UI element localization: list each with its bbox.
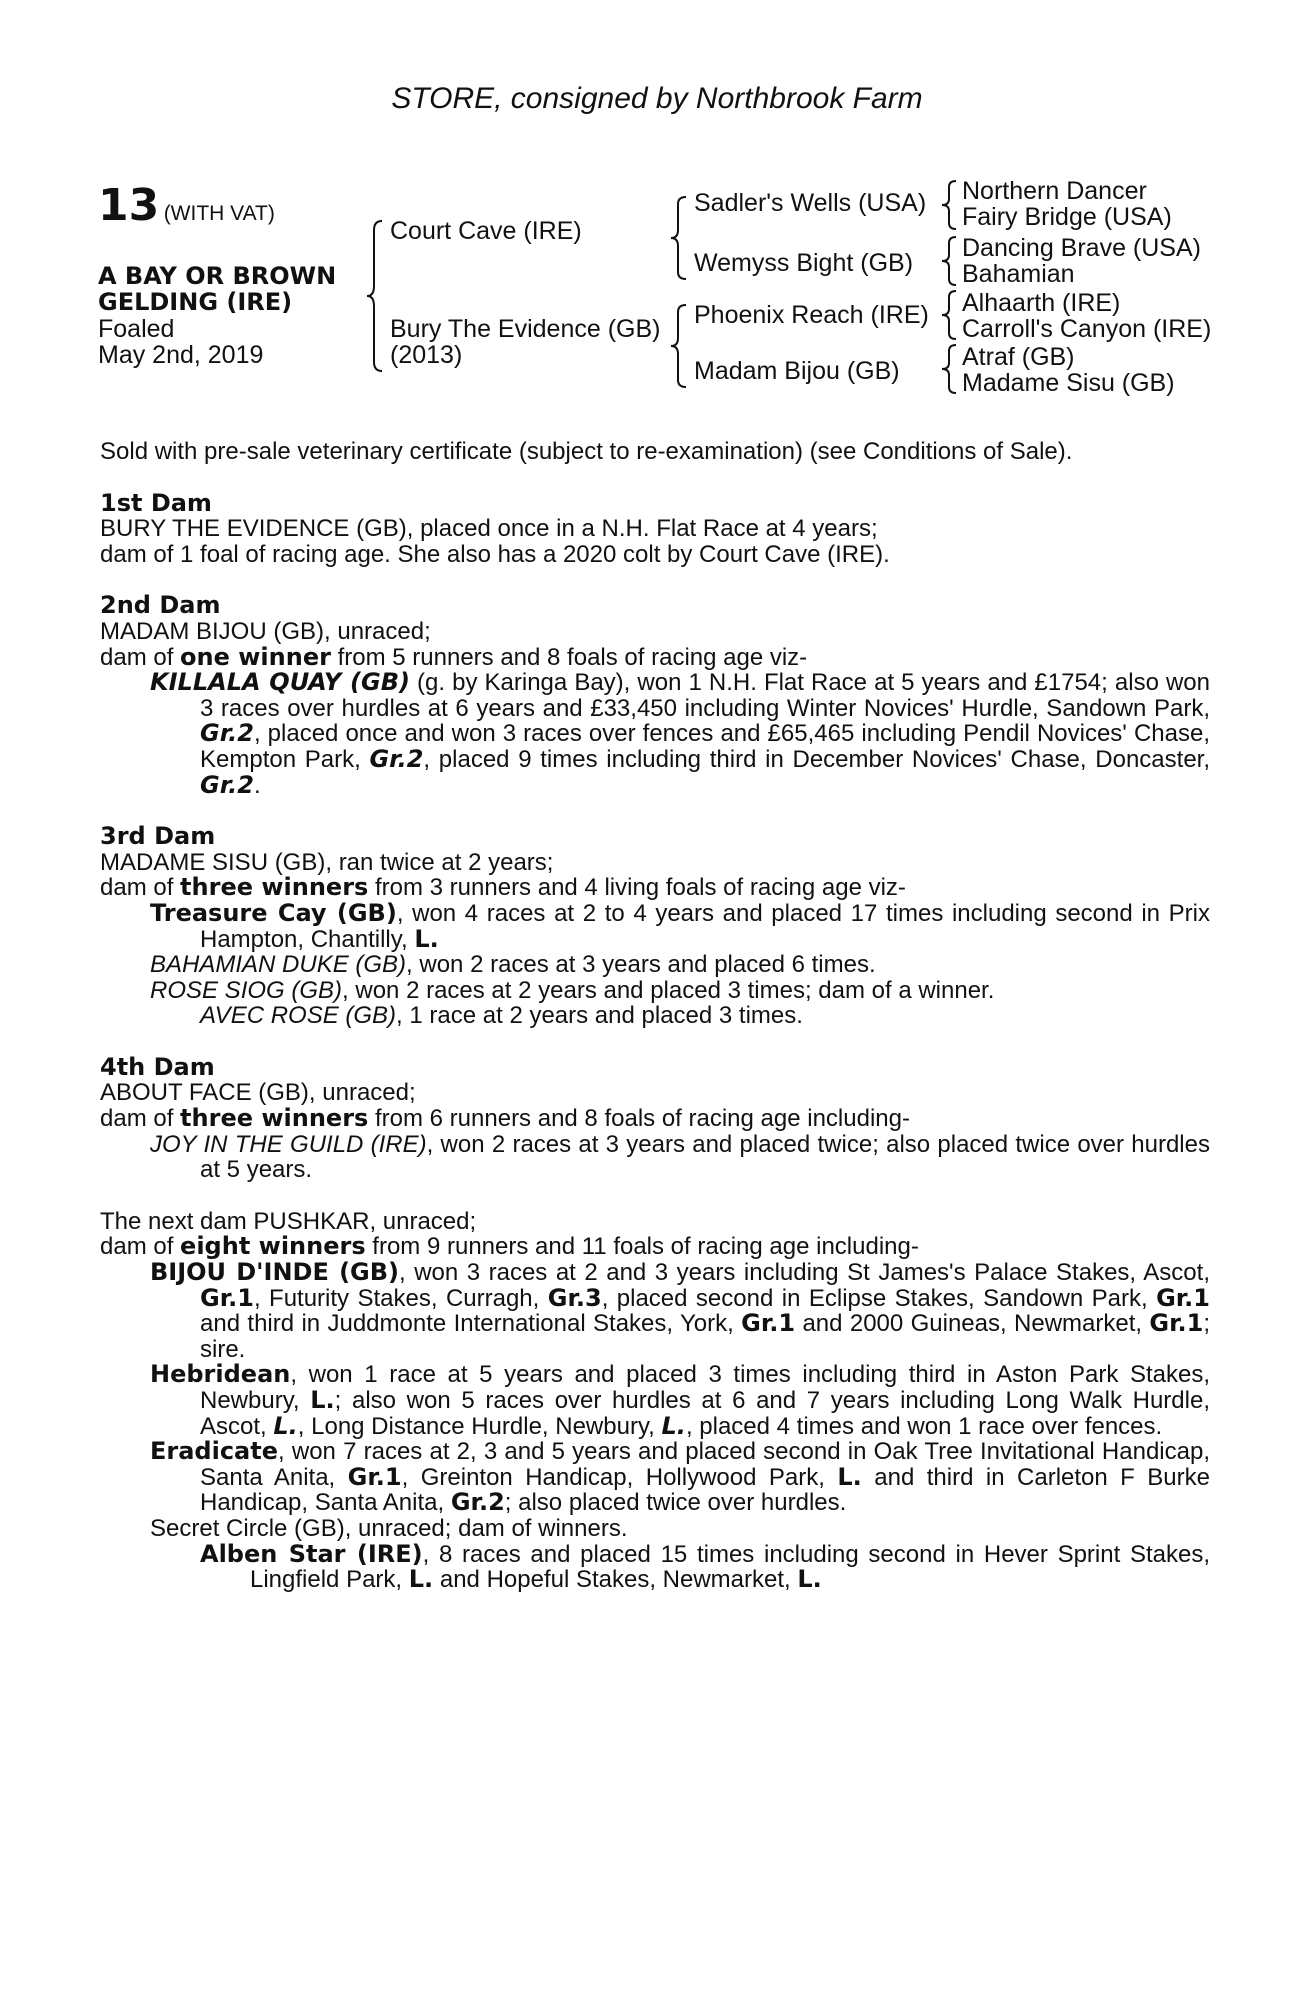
winner-count: one winner xyxy=(180,642,331,671)
fourth-dam-dam-of xyxy=(100,1106,1210,1132)
race-grade: L. xyxy=(837,1462,862,1491)
dam-of-text: from 9 runners and 11 foals of racing age including- xyxy=(365,1233,919,1261)
fourth-dam-heading: 4th Dam xyxy=(100,1052,215,1081)
pedigree-ss-sire: Northern Dancer xyxy=(962,177,1147,205)
entry-text: , won 2 races at 3 years and placed twice; also placed twice over hurdles at 5 years. xyxy=(200,1130,1210,1184)
pedigree-ss-dam: Fairy Bridge (USA) xyxy=(962,203,1172,231)
horse-name: JOY IN THE GUILD (IRE) xyxy=(150,1130,427,1158)
third-dam-entry-3 xyxy=(100,978,1210,1004)
lot-number-line xyxy=(98,180,275,231)
pedigree-brace-dd xyxy=(940,344,960,394)
entry-text: , Greinton Handicap, Hollywood Park, xyxy=(401,1463,838,1491)
dam-of-text: dam of xyxy=(100,874,181,902)
entry-text: . xyxy=(253,771,261,799)
pedigree-dam-dam: Madam Bijou (GB) xyxy=(694,357,900,385)
pedigree-brace-ss xyxy=(940,180,960,230)
pedigree-brace-sire xyxy=(670,196,690,280)
entry-text: and Hopeful Stakes, Newmarket, xyxy=(433,1566,798,1594)
entry-text: ; also placed twice over hurdles. xyxy=(504,1489,847,1517)
first-dam-heading: 1st Dam xyxy=(100,488,212,517)
dam-of-text: dam of xyxy=(100,643,181,671)
third-dam-entry-2 xyxy=(100,952,1210,978)
dam-of-text: from 5 runners and 8 foals of racing age viz- xyxy=(330,643,808,671)
race-grade: Gr.1 xyxy=(741,1309,796,1338)
pedigree-dd-dam: Madame Sisu (GB) xyxy=(962,369,1175,397)
entry-text: , won 7 races at 2, 3 and 5 years and placed second in Oak Tree Invitational Handicap, Santa Anita, xyxy=(200,1438,1210,1491)
horse-name: Eradicate xyxy=(150,1437,279,1466)
lot-description-1: A BAY OR BROWN xyxy=(98,262,337,290)
dam-of-text: from 3 runners and 4 living foals of racing age viz- xyxy=(368,874,906,902)
vet-note: Sold with pre-sale veterinary certificate (subject to re-examination) (see Conditions of Sale). xyxy=(100,438,1073,465)
entry-text: , won 1 race at 5 years and placed 3 times including third in Aston Park Stakes, Newbury, xyxy=(200,1361,1210,1414)
entry-text: and third in Juddmonte International Stakes, York, xyxy=(200,1310,742,1338)
entry-text: , won 4 races at 2 to 4 years and placed 17 times including second in Prix Hampton, Chantilly, xyxy=(200,899,1210,953)
pedigree-ds-sire: Alhaarth (IRE) xyxy=(962,289,1121,317)
entry-text: (g. by Karinga Bay), won 1 N.H. Flat Race at 5 years and £1754; also won 3 races over hurdles at 6 years and £33,450 including Winter Novices' Hurdle, Sandown Park, xyxy=(200,669,1210,722)
horse-name: KILLALA QUAY (GB) xyxy=(150,668,410,697)
pedigree-dd-sire: Atraf (GB) xyxy=(962,343,1075,371)
winner-count: three winners xyxy=(180,1104,369,1133)
pedigree-brace-main xyxy=(366,220,386,372)
foaled-date: May 2nd, 2019 xyxy=(98,341,264,369)
entry-text: , won 2 races at 2 years and placed 3 times; dam of a winner. xyxy=(342,976,995,1004)
pedigree-sd-sire: Dancing Brave (USA) xyxy=(962,234,1201,262)
pedigree-brace-dam xyxy=(670,304,690,388)
lot-description-2: GELDING (IRE) xyxy=(98,288,293,316)
entry-text: and 2000 Guineas, Newmarket, xyxy=(795,1310,1150,1338)
entry-text: , Long Distance Hurdle, Newbury, xyxy=(297,1412,662,1440)
pedigree-dam-1: Bury The Evidence (GB) xyxy=(390,315,661,343)
fourth-dam-line-1: ABOUT FACE (GB), unraced; xyxy=(100,1079,416,1107)
race-grade: L. xyxy=(310,1386,335,1414)
next-dam-entry-5 xyxy=(100,1539,1210,1594)
entry-text: , Futurity Stakes, Curragh, xyxy=(253,1284,548,1312)
second-dam-dam-of xyxy=(100,642,1210,671)
third-dam-line-1: MADAME SISU (GB), ran twice at 2 years; xyxy=(100,848,554,876)
pedigree-dam-2: (2013) xyxy=(390,341,463,369)
race-grade: Gr.1 xyxy=(200,1283,254,1312)
next-dam-entry-2 xyxy=(100,1362,1210,1439)
second-dam-line-1: MADAM BIJOU (GB), unraced; xyxy=(100,617,431,645)
third-dam-dam-of xyxy=(100,875,1210,901)
pedigree-ds-dam: Carroll's Canyon (IRE) xyxy=(962,315,1212,343)
second-dam-section xyxy=(100,593,1210,798)
race-grade: L. xyxy=(797,1565,822,1594)
third-dam-entry-1 xyxy=(100,898,1210,953)
winner-count: three winners xyxy=(180,873,369,902)
entry-text: ; also won 5 races over hurdles at 6 and 7 years including Long Walk Hurdle, Ascot, xyxy=(200,1387,1210,1440)
race-grade: Gr.2 xyxy=(200,719,254,748)
third-dam-entry-4 xyxy=(100,1003,1210,1029)
page-title: STORE, consigned by Northbrook Farm xyxy=(391,82,923,115)
horse-name: ROSE SIOG (GB) xyxy=(150,976,343,1004)
race-grade: Gr.1 xyxy=(1149,1309,1204,1338)
entry-text: , placed once and won 3 races over fences and £65,465 including Pendil Novices' Chase, Kempton Park, xyxy=(200,720,1210,773)
next-dam-line-1: The next dam PUSHKAR, unraced; xyxy=(100,1207,477,1235)
next-dam-dam-of xyxy=(100,1234,1210,1260)
horse-name: BAHAMIAN DUKE (GB) xyxy=(150,951,407,979)
foaled-label: Foaled xyxy=(98,315,175,343)
first-dam-line-2: dam of 1 foal of racing age. She also has a 2020 colt by Court Cave (IRE). xyxy=(100,540,890,568)
winner-count: eight winners xyxy=(180,1232,366,1261)
horse-name: Hebridean xyxy=(150,1360,291,1389)
entry-text: , won 2 races at 3 years and placed 6 times. xyxy=(406,951,876,979)
pedigree-dam-sire: Phoenix Reach (IRE) xyxy=(694,301,929,329)
entry-text: , placed 4 times and won 1 race over fences. xyxy=(685,1412,1163,1440)
horse-name: Alben Star (IRE) xyxy=(200,1539,423,1568)
entry-text: , won 3 races at 2 and 3 years including St James's Palace Stakes, Ascot, xyxy=(399,1259,1210,1287)
dam-of-text: dam of xyxy=(100,1233,181,1261)
dam-of-text: dam of xyxy=(100,1105,181,1133)
pedigree-sd-dam: Bahamian xyxy=(962,260,1075,288)
next-dam-section xyxy=(100,1209,1210,1593)
next-dam-entry-4: Secret Circle (GB), unraced; dam of winners. xyxy=(150,1514,628,1542)
entry-text: , placed second in Eclipse Stakes, Sandown Park, xyxy=(601,1284,1157,1312)
pedigree-sire-sire: Sadler's Wells (USA) xyxy=(694,189,927,217)
race-grade: Gr.3 xyxy=(547,1283,602,1312)
pedigree-brace-sd xyxy=(940,236,960,286)
race-grade: Gr.1 xyxy=(1156,1283,1210,1312)
entry-text: , 8 races and placed 15 times including second in Hever Sprint Stakes, Lingfield Park, xyxy=(250,1540,1210,1594)
lot-vat: (WITH VAT) xyxy=(163,202,275,225)
next-dam-entry-3 xyxy=(100,1439,1210,1516)
first-dam-line-1: BURY THE EVIDENCE (GB), placed once in a N.H. Flat Race at 4 years; xyxy=(100,515,878,543)
race-grade: L. xyxy=(273,1411,298,1440)
entry-text: , 1 race at 2 years and placed 3 times. xyxy=(396,1002,803,1030)
next-dam-entry-1 xyxy=(100,1260,1210,1362)
race-grade: Gr.2 xyxy=(200,770,254,799)
first-dam-section xyxy=(100,488,1210,568)
entry-text: and third in Carleton F Burke Handicap, Santa Anita, xyxy=(200,1463,1210,1517)
horse-name: BIJOU D'INDE (GB) xyxy=(150,1258,399,1287)
lot-number: 13 xyxy=(98,180,160,231)
horse-name: AVEC ROSE (GB) xyxy=(200,1002,397,1030)
pedigree-sire: Court Cave (IRE) xyxy=(390,217,582,245)
pedigree-brace-ds xyxy=(940,290,960,340)
race-grade: Gr.2 xyxy=(450,1488,505,1517)
race-grade: L. xyxy=(414,924,439,953)
horse-name: Treasure Cay (GB) xyxy=(150,898,397,927)
third-dam-heading: 3rd Dam xyxy=(100,822,216,851)
race-grade: Gr.1 xyxy=(347,1462,402,1491)
race-grade: L. xyxy=(408,1565,434,1594)
dam-of-text: from 6 runners and 8 foals of racing age including- xyxy=(368,1105,910,1133)
race-grade: Gr.2 xyxy=(369,744,424,773)
pedigree-sire-dam: Wemyss Bight (GB) xyxy=(694,249,914,277)
entry-text: ; sire. xyxy=(200,1310,1210,1363)
race-grade: L. xyxy=(661,1411,686,1440)
fourth-dam-section xyxy=(100,1052,1210,1184)
entry-text: , placed 9 times including third in December Novices' Chase, Doncaster, xyxy=(423,745,1210,773)
third-dam-section xyxy=(100,824,1210,1029)
second-dam-heading: 2nd Dam xyxy=(100,591,221,620)
catalogue-body xyxy=(100,439,1210,1593)
fourth-dam-entry-1 xyxy=(100,1132,1210,1183)
second-dam-entry-1 xyxy=(100,670,1210,798)
